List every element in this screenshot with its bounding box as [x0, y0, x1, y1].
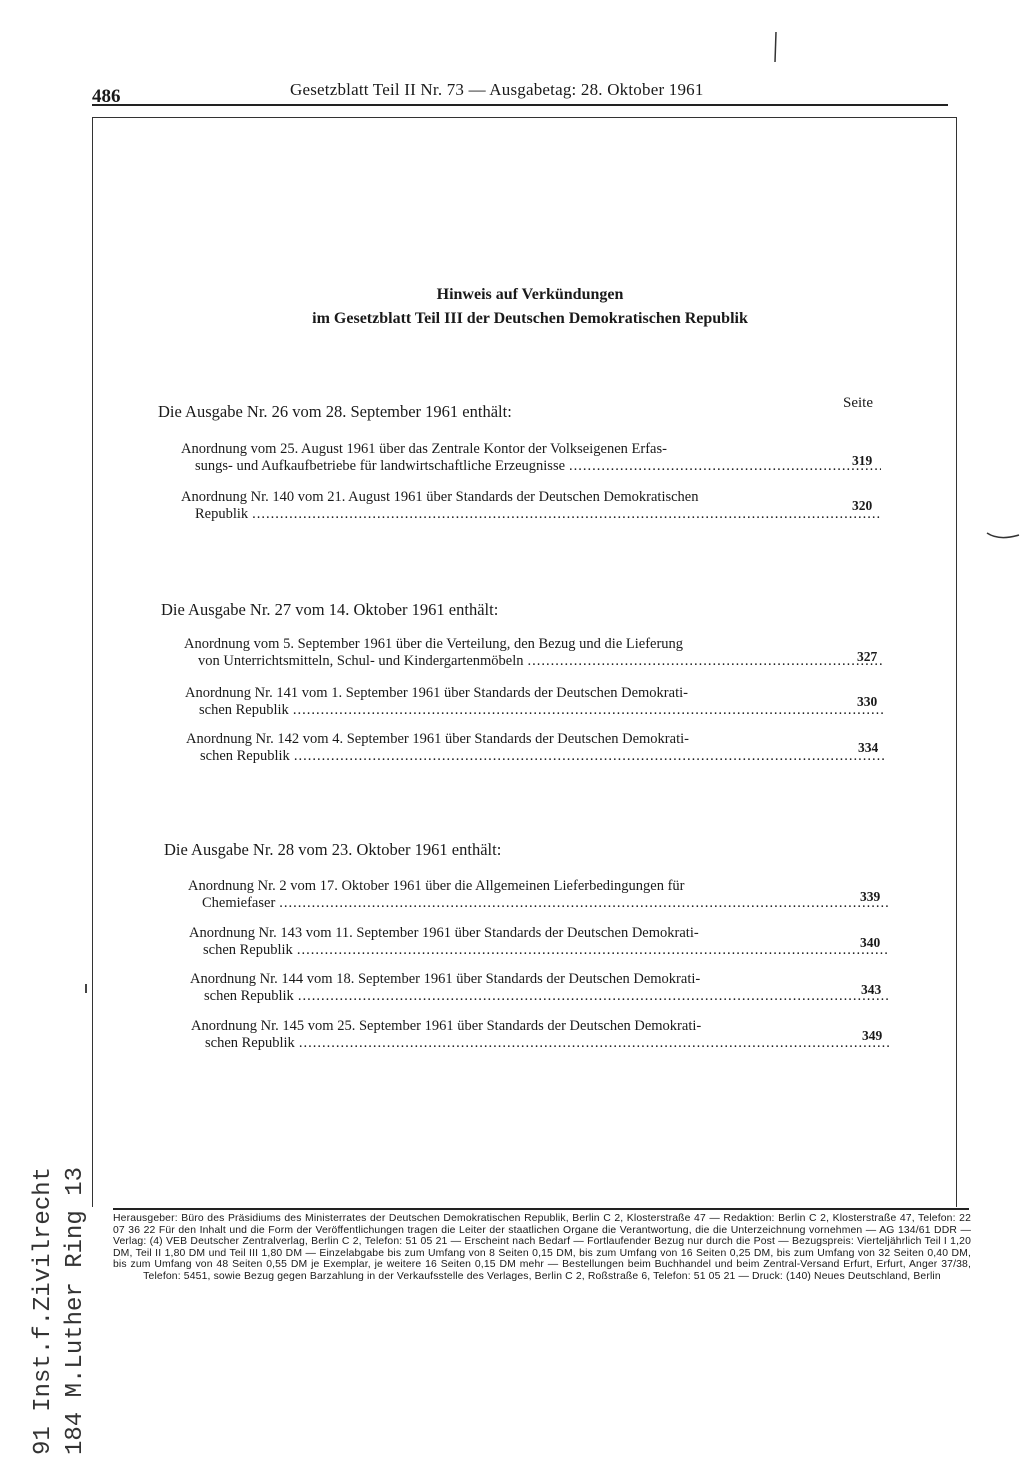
issue-heading: Die Ausgabe Nr. 28 vom 23. Oktober 1961 enthält:: [164, 840, 502, 859]
entry-page-number: 334: [858, 740, 879, 755]
entry-page-number: 327: [857, 649, 878, 664]
entry-line2: schen Republik: [203, 942, 293, 958]
entry-line2: schen Republik: [199, 702, 289, 718]
entry-page-number: 343: [861, 982, 882, 997]
entry-line1: Anordnung Nr. 140 vom 21. August 1961 über Standards der Deutschen Demokratischen: [181, 489, 699, 505]
entry-line2: schen Republik: [205, 1035, 295, 1051]
entry-line1: Anordnung Nr. 141 vom 1. September 1961 über Standards der Deutschen Demokrati-: [185, 685, 688, 701]
entry-line2: sungs- und Aufkaufbetriebe für landwirtschaftliche Erzeugnisse: [195, 458, 566, 474]
entry-line1: Anordnung Nr. 142 vom 4. September 1961 über Standards der Deutschen Demokrati-: [186, 731, 689, 747]
running-header: Gesetzblatt Teil II Nr. 73 — Ausgabetag: 28. Oktober 1961: [290, 80, 704, 99]
entry: [190, 971, 890, 1005]
page-number: 486: [92, 86, 121, 107]
entry-page-number: 320: [852, 498, 873, 513]
leader-dots: [293, 702, 885, 719]
scan-mark: [82, 983, 90, 995]
leader-dots: [279, 895, 888, 912]
entry-line2: Republik: [195, 506, 249, 522]
entry-line2: schen Republik: [200, 748, 290, 764]
leader-dots: [569, 458, 881, 475]
scan-mark: [770, 30, 782, 64]
entry: [184, 636, 884, 670]
entry-page-number: 330: [857, 694, 878, 709]
entry-line1: Anordnung Nr. 145 vom 25. September 1961 über Standards der Deutschen Demokrati-: [191, 1018, 702, 1034]
entry-page-number: 340: [860, 935, 881, 950]
entry: [188, 878, 888, 912]
entry-line1: Anordnung vom 5. September 1961 über die Verteilung, den Bezug und die Lieferung: [184, 636, 684, 652]
entry-page-number: 339: [860, 889, 881, 904]
entry: [185, 685, 885, 719]
library-stamp-line2: 184 M.Luther Ring 13: [62, 1166, 89, 1455]
entry-line1: Anordnung Nr. 144 vom 18. September 1961 über Standards der Deutschen Demokrati-: [190, 971, 701, 987]
imprint: Herausgeber: Büro des Präsidiums des Ministerrates der Deutschen Demokratischen Republik, Berlin C 2, Klosterstraße 47 — Redaktion: Berlin C 2, Klosterstraße 47, Telefon: 22 07 36 22 Für den Inhalt und die Form der Veröffentlichungen tragen die Leiter der staatlichen Organe die Verantwortung, die die Unterzeichnung vornehmen — AG 134/61 DDR — Verlag: (4) VEB Deutscher Zentralverlag, Berlin C 2, Telefon: 51 05 21 — Erscheint nach Bedarf — Fortlaufender Bezug nur durch die Post — Bezugspreis: Vierteljährlich Teil I 1,20 DM, Teil II 1,80 DM und Teil III 1,80 DM — Einzelabgabe bis zum Umfang von 8 Seiten 0,15 DM, bis zum Umfang von 16 Seiten 0,25 DM, bis zum Umfang von 32 Seiten 0,40 DM, bis zum Umfang von 48 Seiten 0,55 DM je Exemplar, je weitere 16 Seiten 0,15 DM mehr — Bestellungen beim Buchhandel und beim Zentral-Versand Erfurt, Erfurt, Anger 37/38, Telefon: 5451, sowie Bezug gegen Barzahlung in der Verkaufsstelle des Verlages, Berlin C 2, Roßstraße 6, Telefon: 51 05 21 — Druck: (140) Neues Deutschland, Berlin: [113, 1213, 971, 1282]
notice-title: Hinweis auf Verkündungen: [436, 286, 624, 303]
leader-dots: [294, 748, 886, 765]
leader-dots: [297, 942, 889, 959]
seite-column-label: Seite: [843, 395, 873, 411]
notice-subtitle: im Gesetzblatt Teil III der Deutschen Demokratischen Republik: [312, 310, 748, 327]
entry: [189, 925, 889, 959]
entry: [186, 731, 886, 765]
issue-heading: Die Ausgabe Nr. 27 vom 14. Oktober 1961 enthält:: [161, 600, 499, 619]
entry-page-number: 349: [862, 1028, 883, 1043]
entry: [181, 489, 881, 523]
entry-page-number: 319: [852, 453, 873, 468]
leader-dots: [299, 1035, 891, 1052]
leader-dots: [252, 506, 881, 523]
leader-dots: [298, 988, 890, 1005]
entry: [191, 1018, 891, 1052]
entry-line1: Anordnung vom 25. August 1961 über das Zentrale Kontor der Volkseigenen Erfas-: [181, 441, 667, 457]
entry: [181, 441, 881, 475]
frame-bottom-rule: [113, 1208, 969, 1210]
scan-mark: [985, 525, 1021, 545]
entry-line1: Anordnung Nr. 2 vom 17. Oktober 1961 über die Allgemeinen Lieferbedingungen für: [188, 878, 685, 894]
library-stamp-line1: 91 Inst.f.Zivilrecht: [30, 1166, 57, 1455]
entry-line2: von Unterrichtsmitteln, Schul- und Kindergartenmöbeln: [198, 653, 524, 669]
issue-heading: Die Ausgabe Nr. 26 vom 28. September 1961 enthält:: [158, 402, 512, 421]
entry-line1: Anordnung Nr. 143 vom 11. September 1961 über Standards der Deutschen Demokrati-: [189, 925, 699, 941]
entry-line2: schen Republik: [204, 988, 294, 1004]
entry-line2: Chemiefaser: [202, 895, 276, 911]
leader-dots: [528, 653, 884, 670]
header-rule: [92, 104, 948, 106]
